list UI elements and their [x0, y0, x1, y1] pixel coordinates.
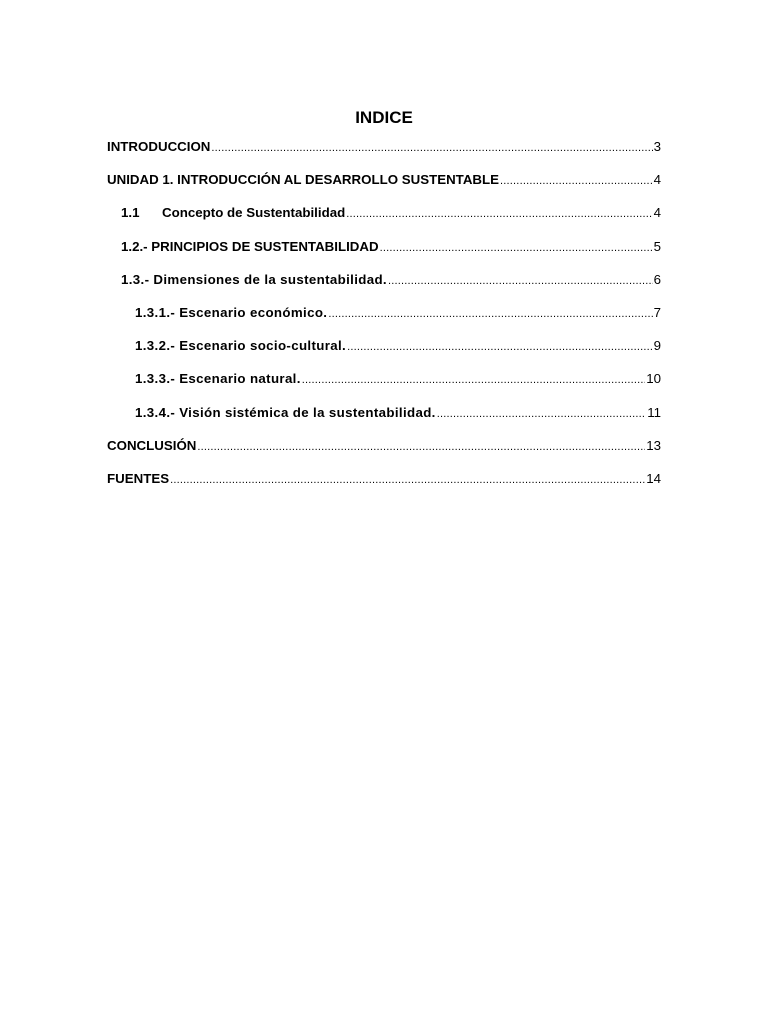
toc-entry-1-3[interactable]: [107, 269, 661, 302]
toc-entry-label: Concepto de Sustentabilidad: [162, 205, 346, 221]
toc-entry-label: 1.3.3.- Escenario natural.: [135, 371, 301, 387]
toc-dot-leader: [302, 369, 645, 391]
toc-entry-fuentes[interactable]: [107, 468, 661, 501]
toc-dot-leader: [437, 403, 646, 425]
toc-entry-label: 1.3.- Dimensiones de la sustentabilidad.: [121, 271, 387, 287]
toc-dot-leader: [170, 469, 645, 491]
toc-dot-leader: [211, 137, 652, 159]
toc-page-number: 10: [646, 371, 661, 387]
toc-entry-conclusion[interactable]: [107, 435, 661, 468]
toc-entry-label-group: [121, 202, 345, 224]
toc-dot-leader: [500, 170, 653, 192]
toc-entry-1-3-3[interactable]: [107, 368, 661, 401]
toc-title: INDICE: [355, 108, 413, 127]
toc-entry-number: 1.1: [121, 205, 140, 221]
toc-page-number: 5: [653, 238, 661, 254]
toc-dot-leader: [388, 270, 653, 292]
toc-entry-label: CONCLUSIÓN: [107, 437, 197, 453]
toc-entry-1-1[interactable]: [107, 202, 661, 235]
toc-page-number: 7: [653, 304, 661, 320]
table-of-contents: [107, 136, 661, 501]
toc-entry-label: 1.2.- PRINCIPIOS DE SUSTENTABILIDAD: [121, 238, 379, 254]
toc-page-number: 4: [653, 172, 661, 188]
toc-entry-introduccion[interactable]: [107, 136, 661, 169]
toc-entry-unidad-1[interactable]: [107, 169, 661, 202]
toc-dot-leader: [346, 203, 652, 225]
toc-dot-leader: [328, 303, 652, 325]
toc-page-number: 3: [653, 139, 661, 154]
toc-entry-label: INTRODUCCION: [107, 139, 211, 154]
toc-entry-label: FUENTES: [107, 470, 170, 486]
toc-dot-leader: [380, 237, 653, 259]
toc-page-number: 13: [646, 437, 661, 453]
toc-page-number: 14: [646, 470, 661, 486]
toc-page-number: 11: [647, 404, 661, 420]
toc-entry-label: UNIDAD 1. INTRODUCCIÓN AL DESARROLLO SUSTENTABLE: [107, 172, 500, 188]
toc-entry-1-3-4[interactable]: [107, 402, 661, 435]
toc-dot-leader: [347, 336, 653, 358]
toc-dot-leader: [197, 436, 645, 458]
toc-page-number: 6: [653, 271, 661, 287]
toc-entry-label: 1.3.1.- Escenario económico.: [135, 304, 328, 320]
toc-entry-1-3-1[interactable]: [107, 302, 661, 335]
toc-page-number: 4: [653, 205, 661, 221]
toc-entry-1-3-2[interactable]: [107, 335, 661, 368]
toc-entry-label: 1.3.4.- Visión sistémica de la sustentabilidad.: [135, 404, 436, 420]
toc-page-number: 9: [653, 338, 661, 354]
toc-entry-1-2[interactable]: [107, 236, 661, 269]
toc-entry-label: 1.3.2.- Escenario socio-cultural.: [135, 338, 347, 354]
